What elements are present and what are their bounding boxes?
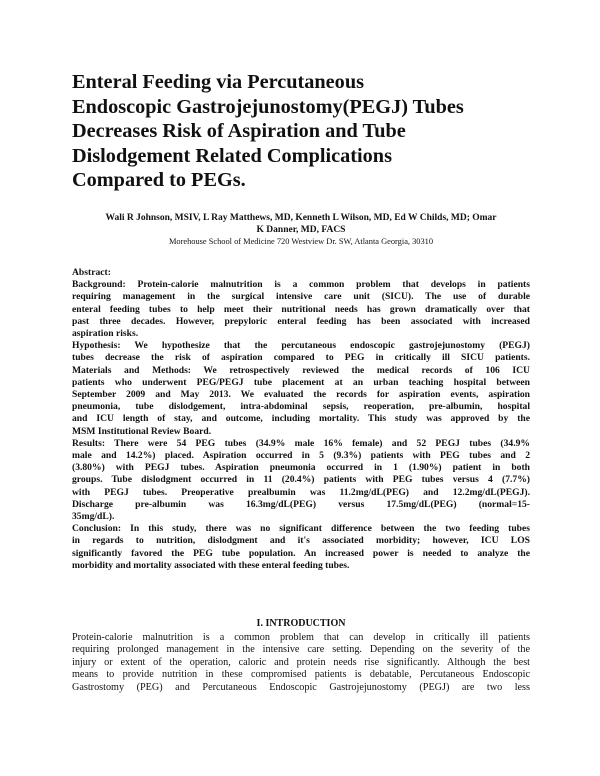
abstract-line: Discharge pre-albumin was 16.3mg/dL(PEG) versus 17.5mg/dL(PEG) (normal=15- <box>72 498 530 510</box>
intro-line: requiring prolonged management in the intensive care setting. Depending on the severity of the <box>72 644 530 656</box>
paper-title <box>72 70 542 193</box>
intro-line: Gastrostomy (PEG) and Percutaneous Endoscopic Gastrojejunostomy (PEGJ) are two less <box>72 681 530 693</box>
abstract-line: groups. Tube dislodgment occurred in 11 (20.4%) patients with PEG tubes versus 4 (7.7%) <box>72 474 530 486</box>
abstract-line: Hypothesis: We hypothesize that the percutaneous endoscopic gastrojejunostomy (PEGJ) <box>72 340 530 352</box>
title-line: Decreases Risk of Aspiration and Tube <box>72 120 406 142</box>
abstract-line: tubes decrease the risk of aspiration compared to PEG in critically ill SICU patients. <box>72 352 530 364</box>
author-line: K Danner, MD, FACS <box>256 225 346 235</box>
abstract-line: 35mg/dL). <box>72 511 115 523</box>
abstract-line: and ICU length of stay, and outcome, including mortality. This study was approved by the <box>72 413 530 425</box>
abstract-line: enteral feeding tubes to help meet their nutritional needs has grown dramatically over that <box>72 303 530 315</box>
title-line: Endoscopic Gastrojejunostomy(PEGJ) Tubes <box>72 95 464 118</box>
abstract-line: Results: There were 54 PEG tubes (34.9% male 16% female) and 52 PEGJ tubes (34.9% <box>72 437 530 449</box>
abstract-line: in regards to nutrition, dislodgment and it's associated morbidity; however, ICU LOS <box>72 535 530 547</box>
author-line: Wali R Johnson, MSIV, L Ray Matthews, MD, Kenneth L Wilson, MD, Ed W Childs, MD; Omar <box>105 213 497 223</box>
abstract-line: past three decades. However, prepyloric enteral feeding has been associated with increased <box>72 315 530 327</box>
abstract-line: MSM Institutional Review Board. <box>72 425 212 437</box>
abstract-line: (3.80%) with PEGJ tubes. Aspiration pneumonia occurred in 1 (1.90%) patient in both <box>72 462 530 474</box>
abstract <box>72 267 530 572</box>
intro-line: injury or extent of the operation, caloric and protein needs rise significantly. Although the best <box>72 656 530 668</box>
abstract-line: morbidity and mortality associated with these enteral feeding tubes. <box>72 559 350 571</box>
introduction-text <box>72 632 530 694</box>
intro-line: Protein-calorie malnutrition is a common problem that can develop in critically ill patients <box>72 632 530 643</box>
abstract-line: aspiration risks. <box>72 328 139 340</box>
abstract-heading: Abstract: <box>72 267 111 278</box>
abstract-line: pneumonia, tube dislodgement, intra-abdominal sepsis, reoperation, pre-albumin, hospital <box>72 401 530 413</box>
abstract-line: requiring management in the surgical intensive care unit (SICU). The use of durable <box>72 291 530 303</box>
abstract-line: male and 14.2%) placed. Aspiration occurred in 5 (9.3%) patients with PEG tubes and 2 <box>72 450 530 462</box>
intro-line: means to provide nutrition in these compromised patients is debatable, Percutaneous Endoscopic <box>72 669 530 681</box>
section-heading: I. INTRODUCTION <box>256 618 346 629</box>
abstract-line: Background: Protein-calorie malnutrition is a common problem that develops in patients <box>72 279 530 291</box>
affiliation: Morehouse School of Medicine 720 Westview Dr. SW, Atlanta Georgia, 30310 <box>168 237 434 246</box>
abstract-line: Materials and Methods: We retrospectively reviewed the medical records of 106 ICU <box>72 364 530 376</box>
abstract-line: Conclusion: In this study, there was no significant difference between the two feeding tubes <box>72 523 530 535</box>
title-line: Enteral Feeding via Percutaneous <box>72 71 364 93</box>
author-list <box>72 212 530 236</box>
title-line: Dislodgement Related Complications <box>72 144 392 167</box>
abstract-line: with PEGJ tubes. Preoperative prealbumin was 11.2mg/dL(PEG) and 12.2mg/dL(PEGJ). <box>72 486 530 498</box>
abstract-line: patients who underwent PEG/PEGJ tube placement at an urban teaching hospital between <box>72 376 530 388</box>
abstract-line: September 2009 and May 2013. We evaluated the records for aspiration events, aspiration <box>72 389 530 401</box>
title-line: Compared to PEGs. <box>72 169 246 191</box>
abstract-line: significantly favored the PEG tube population. An increased power is needed to analyze the <box>72 547 530 559</box>
